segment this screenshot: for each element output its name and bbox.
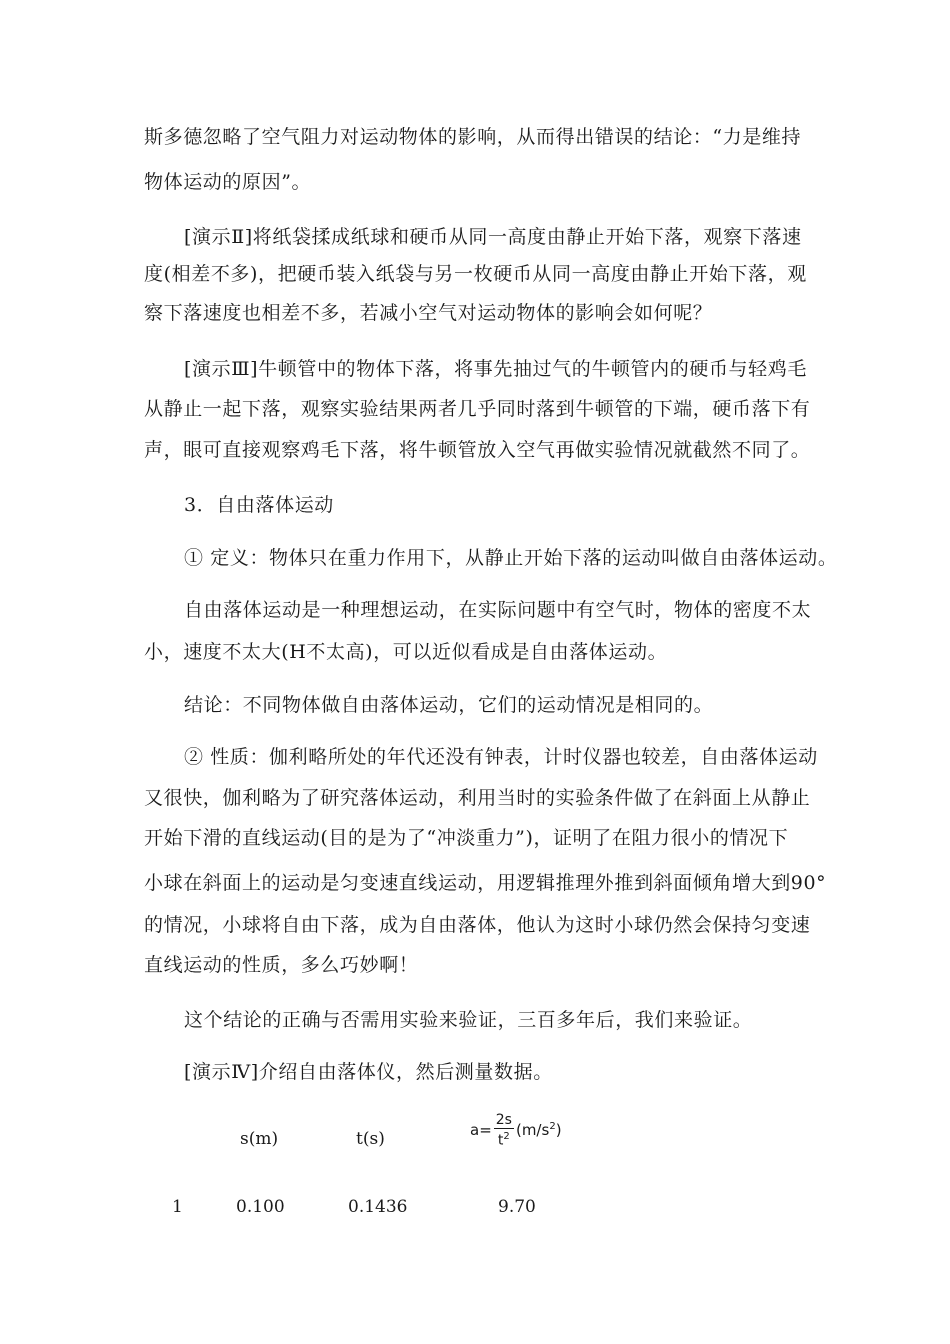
- table-cell-s: 0.100: [236, 1197, 285, 1217]
- paragraph-line: 斯多德忽略了空气阻力对运动物体的影响，从而得出错误的结论：“力是维持: [144, 126, 802, 148]
- table-header-s: s(m): [240, 1129, 279, 1149]
- paragraph-line: 小，速度不太大(H不太高)，可以近似看成是自由落体运动。: [144, 641, 668, 663]
- paragraph-line: 又很快，伽利略为了研究落体运动，利用当时的实验条件做了在斜面上从静止: [144, 787, 811, 809]
- table-cell-a: 9.70: [498, 1197, 536, 1217]
- paragraph-line: 小球在斜面上的运动是匀变速直线运动，用逻辑推理外推到斜面倾角增大到90°: [144, 872, 827, 894]
- paragraph-line: 自由落体运动是一种理想运动，在实际问题中有空气时，物体的密度不太: [184, 599, 812, 621]
- formula-unit-base: (m/s: [515, 1121, 550, 1140]
- formula-unit: [516, 1121, 562, 1139]
- formula-denominator: [496, 1129, 512, 1149]
- paragraph-line: 直线运动的性质，多么巧妙啊！: [144, 954, 419, 976]
- formula-prefix: a=: [470, 1121, 492, 1140]
- paragraph-line: ① 定义：物体只在重力作用下，从静止开始下落的运动叫做自由落体运动。: [184, 547, 838, 569]
- paragraph-line: 度(相差不多)，把硬币装入纸袋与另一枚硬币从同一高度由静止开始下落，观: [144, 263, 807, 285]
- table-cell-n: 1: [172, 1197, 183, 1217]
- table-header-t: t(s): [356, 1129, 385, 1149]
- formula-den-base: t: [497, 1132, 504, 1149]
- table-cell-t: 0.1436: [348, 1197, 408, 1217]
- paragraph-line: 这个结论的正确与否需用实验来验证，三百多年后，我们来验证。: [184, 1009, 753, 1031]
- paragraph-line: 察下落速度也相差不多，若减小空气对运动物体的影响会如何呢？: [144, 302, 713, 324]
- paragraph-line: 声，眼可直接观察鸡毛下落，将牛顿管放入空气再做实验情况就截然不同了。: [144, 439, 811, 461]
- section-heading: 3．自由落体运动: [184, 494, 334, 516]
- paragraph-line: 从静止一起下落，观察实验结果两者几乎同时落到牛顿管的下端，硬币落下有: [144, 398, 811, 420]
- paragraph-line: ② 性质：伽利略所处的年代还没有钟表，计时仪器也较差，自由落体运动: [184, 746, 818, 768]
- formula-fraction: [494, 1112, 514, 1149]
- paragraph-line: [演示Ⅲ]牛顿管中的物体下落，将事先抽过气的牛顿管内的硬币与轻鸡毛: [184, 358, 807, 380]
- paragraph-line: 结论：不同物体做自由落体运动，它们的运动情况是相同的。: [184, 694, 714, 716]
- formula-unit-close: ): [555, 1121, 562, 1140]
- paragraph-line: 的情况，小球将自由下落，成为自由落体，他认为这时小球仍然会保持匀变速: [144, 914, 811, 936]
- paragraph-line: 物体运动的原因”。: [144, 171, 312, 193]
- paragraph-line: [演示Ⅳ]介绍自由落体仪，然后测量数据。: [184, 1061, 553, 1083]
- formula-numerator: 2s: [495, 1112, 512, 1128]
- paragraph-line: [演示Ⅱ]将纸袋揉成纸球和硬币从同一高度由静止开始下落，观察下落速: [184, 226, 802, 248]
- table-header-a-formula: [470, 1112, 562, 1149]
- formula-den-exp: 2: [503, 1131, 510, 1142]
- formula-unit-exp: 2: [549, 1121, 556, 1133]
- paragraph-line: 开始下滑的直线运动(目的是为了“冲淡重力”)，证明了在阻力很小的情况下: [144, 827, 789, 849]
